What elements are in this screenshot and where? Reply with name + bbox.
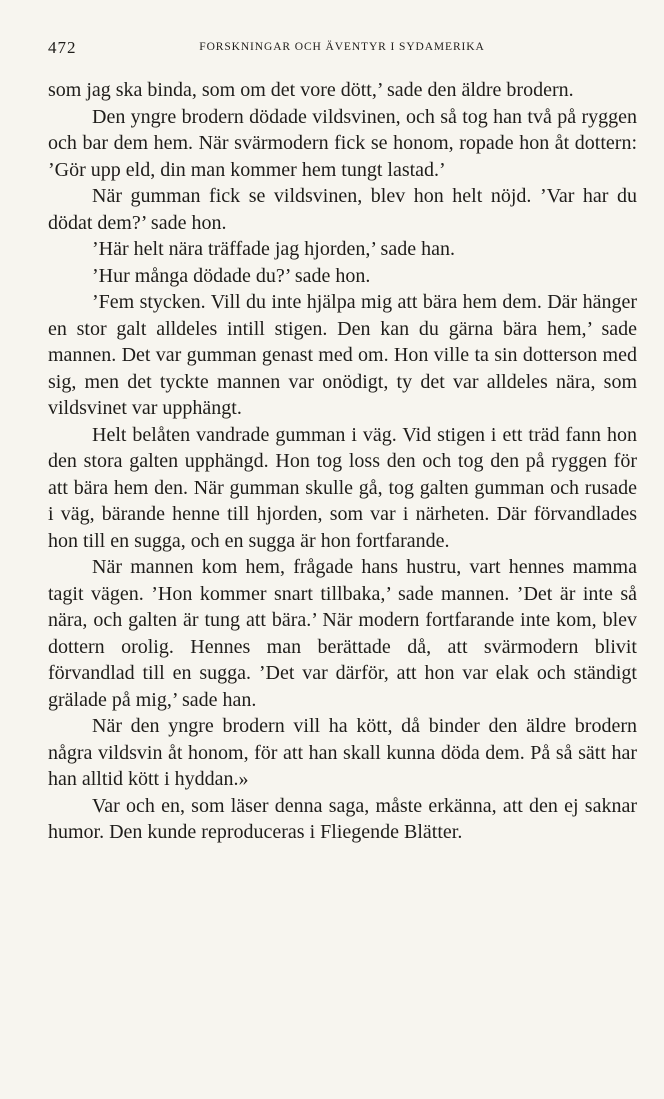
paragraph: Helt belåten vandrade gumman i väg. Vid stigen i ett träd fann hon den stora galten upphängd. Hon tog loss den och tog den på ryggen för att bära hem den. När gumman skulle gå, tog galten gumman och rusade i väg, bärande henne till hjorden, som var i närheten. Där förvandlades hon till en sugga, och en sugga är hon fortfarande.: [48, 423, 637, 552]
paragraph: Den yngre brodern dödade vildsvinen, och så tog han två på ryggen och bar dem hem. När svärmodern fick se honom, ropade hon åt dottern: ’Gör upp eld, din man kommer hem tungt lastad.’: [48, 105, 637, 181]
paragraph: Var och en, som läser denna saga, måste erkänna, att den ej saknar humor. Den kunde reproduceras i Fliegende Blätter.: [48, 794, 637, 843]
paragraph: ’Här helt nära träffade jag hjorden,’ sade han.: [92, 238, 455, 260]
paragraph: ’Hur många dödade du?’ sade hon.: [92, 264, 371, 287]
page-number: 472: [48, 38, 77, 57]
page-header: [48, 38, 636, 58]
paragraph-continuation: som jag ska binda, som om det vore dött,’ sade den äldre brodern.: [48, 79, 574, 101]
paragraph: När gumman fick se vildsvinen, blev hon helt nöjd. ’Var har du dödat dem?’ sade hon.: [48, 185, 637, 234]
running-title: FORSKNINGAR OCH ÄVENTYR I SYDAMERIKA: [199, 41, 485, 53]
paragraph: När den yngre brodern vill ha kött, då binder den äldre brodern några vildsvin åt honom, för att han skall kunna döda dem. På så sätt har han alltid kött i hyddan.»: [48, 715, 637, 790]
body-text: [48, 77, 637, 846]
paragraph: När mannen kom hem, frågade hans hustru, vart hennes mamma tagit vägen. ’Hon kommer snart tillbaka,’ sade mannen. ’Det är inte så nära, och galten är tung att bära.’ När modern fortfarande inte kom, blev dottern orolig. Hennes man berättade då, att svärmodern blivit förvandlad till en sugga. ’Det var därför, att hon var elak och ständigt grälade på mig,’ sade han.: [48, 556, 637, 711]
paragraph: ’Fem stycken. Vill du inte hjälpa mig att bära hem dem. Där hänger en stor galt alldeles intill stigen. Den kan du gärna bära hem,’ sade mannen. Det var gumman genast med om. Hon ville ta sin dotterson med sig, men det tyckte mannen var onödigt, ty det var alldeles nära, som vildsvinet var upphängt.: [48, 291, 637, 419]
